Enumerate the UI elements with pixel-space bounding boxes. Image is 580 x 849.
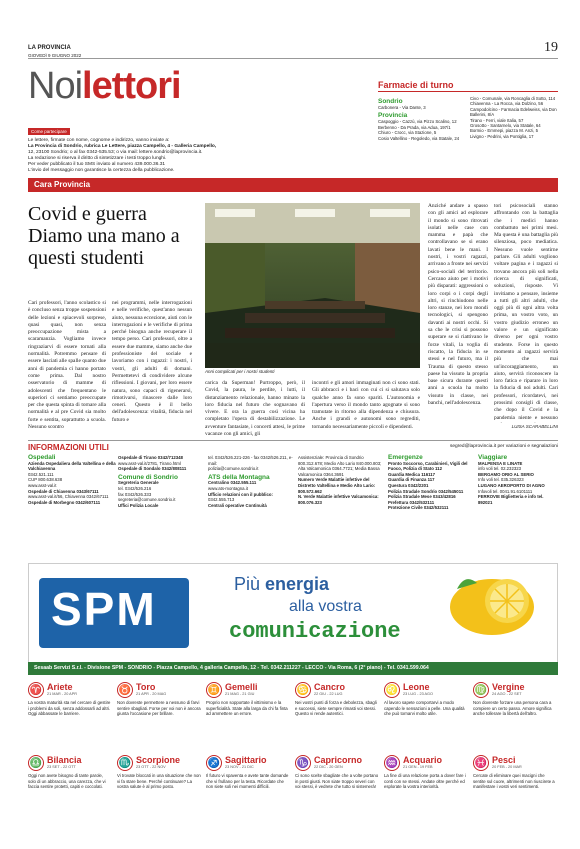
pharmacy-item: Civo - Comunale, via Roncaglia di Sotto, 114: [470, 96, 556, 101]
pharmacies-title: Farmacie di turno: [378, 80, 558, 92]
sign-name: Sagittario: [225, 755, 267, 765]
info-line: Prefettura 0342/532111: [388, 499, 435, 505]
info-line: CUP 800.638.638: [28, 477, 63, 483]
zodiac-icon: ♌: [384, 682, 400, 698]
info-col: [118, 455, 206, 508]
zodiac-icon: ♎: [28, 755, 44, 771]
info-line: Ufficio relazioni con il pubblico:: [208, 491, 273, 497]
sign-text: Cercate di eliminare quei macigni che sentite sul cuore, altrimenti non riuscirete a manifestare i vostri veri sentimenti.: [473, 773, 555, 790]
contact-tag: Come partecipare: [28, 128, 70, 135]
sign-name: Bilancia: [47, 755, 82, 765]
sign-date: 24 AGO - 22 SET: [492, 692, 522, 696]
zodiac-icon: ♉: [117, 682, 133, 698]
info-line: 0342.521.111: [28, 471, 54, 477]
info-rule: [28, 440, 558, 441]
info-col: [208, 455, 296, 508]
sign-name: Toro: [136, 682, 156, 692]
pharmacies-heading: Provincia: [378, 112, 408, 120]
info-line: Info voli tel. 035.326323: [478, 477, 524, 483]
info-line: Polizia Stradale Sondrio 0342/545011: [388, 488, 464, 494]
zodiac-icon: ♐: [206, 755, 222, 771]
info-line: Ospedale di Tirano 0342/712348: [118, 455, 183, 460]
zodiac-icon: ♋: [295, 682, 311, 698]
info-line: Ospedale di Morbegno 0342/607111: [28, 499, 101, 505]
info-line: Infovoli tel. 0041.91.6101111: [478, 488, 533, 494]
sign-name: Ariete: [47, 682, 73, 692]
info-line: www.asst-val.it: [28, 482, 57, 488]
ad-line-3: comunicazione: [229, 619, 401, 644]
info-line: Questura 0342/2201: [388, 482, 429, 488]
horoscope-sign: [295, 682, 379, 717]
info-line: www.ats-montagna.it: [208, 485, 248, 491]
sign-name: Scorpione: [136, 755, 181, 765]
zodiac-icon: ♍: [473, 682, 489, 698]
ad-footer: Sesaab Servizi S.r.l. - Divisione SPM - SONDRIO - Piazza Campello, 4 galleria Campello, 12 - Tel. 0342.211227 - LECCO - Via Roma, 6 (2° piano) - Tel. 0341.599.064: [28, 662, 558, 675]
sign-name: Pesci: [492, 755, 516, 765]
info-heading: Comune di Sondrio: [118, 473, 178, 481]
info-line: segreteria@comune.sondrio.it: [118, 497, 176, 503]
sign-date: 22 DIC - 20 GEN: [314, 765, 343, 769]
article-signature: LUISA SCARABELLINI: [511, 424, 558, 429]
info-line: Numero Verde Malattie infettive del Distretto Valtellina e Medio Alto Lario: 800.572.662: [298, 477, 376, 494]
article-col-6: tori psicosociali stanno affrontando con la battaglia che i medici hanno combattuto nei primi mesi. Ma questa è una battaglia più silenziosa, poco mediatica. Nessuno vuole sentirne parlare. Gli adulti vogliono voltare pagina e i ragazzi si trovano ancora più soli nella ricerca di significati, soluzioni, risposte. Vi invitiamo a pensare, insieme a tutti gli altri adulti, che oggi più di ogni altra volta prima, un vostro voto, un vostro giudizio erroneo un valore e un significato diverso per ogni vostro studente. Forse in questo momento ai ragazzi servirà più che mai un'incoraggiamento, un aiuto, servirà riconoscere la loro fatica e riparare in loro la fiducia di noi adulti. Cari professori, ricordatevi, nei prossimi consigli di classe, che dopo il Covid e la pandemia niente e nessuno: [494, 203, 558, 421]
info-line: Polizia Stradale Mese 0343/42816: [388, 494, 456, 500]
info-line: Segreteria Generale: [118, 480, 159, 486]
sign-text: Non dovreste forzare una persona cara a compiere un certo passo. Amore significa anche tollerare la libertà dell'altro.: [473, 700, 552, 717]
ad-line-1-a: Più: [234, 574, 266, 594]
pharmacy-item: Grosotto - Santarnelo, via Statale, 64: [470, 123, 541, 129]
info-line: Ospedale di Chiavenna 0343/67111: [28, 488, 99, 494]
info-line: info voli tel. 02.232323: [478, 466, 522, 472]
info-col: [298, 455, 386, 505]
info-heading: ATS della Montagna: [208, 473, 270, 481]
page-number: 19: [544, 40, 558, 55]
ad-line-2: alla vostra: [289, 598, 362, 615]
pharmacy-item: Carbonera - Via Dante, 3: [378, 105, 426, 110]
section-label: Cara Provincia: [34, 180, 91, 189]
advertisement[interactable]: [28, 563, 558, 675]
pharmacy-item: Cosio Valtellino - Regoledo, via Statale, 24: [378, 135, 460, 141]
horoscope-sign: [473, 755, 557, 790]
sign-text: La fine di una relazione porta a dover fare i conti con se stessi. Andate oltre perché ed esplorate la vostra interiorità.: [384, 773, 466, 790]
pharmacy-item: Chiavenna - La Rocca, via Dolzino, 56: [470, 101, 544, 107]
sign-text: Oggi non avete bisogno di tante parole, solo di un abbraccio, una carezza, che vi faccia sentire protetti, capiti e coccolati.: [28, 773, 106, 790]
contact-line: La Provincia di Sondrio, rubrica Le Lettere, piazza Campello, 4 - Galleria Campello,: [28, 144, 217, 149]
pharmacy-item: Tirano - Ferri, viale Italia, 57: [470, 117, 524, 123]
article-col-1: Cari professori, l'anno scolastico si è concluso senza troppe sospensioni delle lezioni e spiacevoli sorprese, quasi quasi, non senza preoccupazione mista a scaramanzia. Vogliamo invece ringraziarvi di essere tornati alla normalità. Potremmo pensare di essere lasciati alle spalle quanto due anni di pandemia ci hanno portato come prima. Dal nostro osservatorio di mamme di adolescenti che frequentano le superiori ci sentiamo preoccupate per che questa spinta di tornare alla normalità e al pre Covid sia molto forte e sentita, soprattutto a scuola. Nessuno scontro: [28, 300, 106, 431]
sign-date: 23 NOV - 21 DIC: [225, 765, 254, 769]
info-line: fax 0342/526.333: [118, 491, 152, 497]
sign-date: 20 FEB - 20 MAR: [492, 765, 522, 769]
masthead: [28, 45, 81, 59]
zodiac-icon: ♊: [206, 682, 222, 698]
sign-name: Gemelli: [225, 682, 258, 692]
info-line: MALPENSA E LINATE: [478, 460, 523, 466]
info-title: INFORMAZIONI UTILI: [28, 443, 109, 452]
contact-line: La redazione si riserva il diritto di sintetizzare i testi troppo lunghi.: [28, 156, 167, 161]
zodiac-icon: ♈: [28, 682, 44, 698]
sign-text: Non dovreste permettere a nessuno di farvi sentire sbagliati. Forse per voi non è ancora giunta l'occasione per brillare.: [117, 700, 201, 717]
sign-name: Vergine: [492, 682, 525, 692]
pharmacy-item: Livigno - Pedrini, via Pontiglia, 17: [470, 133, 534, 139]
info-line: FERROVIE Biglietteria e info tel. 892021: [478, 494, 544, 505]
info-line: Ospedale di Sondalo 0342/808111: [118, 466, 187, 472]
pharmacies-col-1: [378, 96, 466, 141]
horoscope-sign: [117, 682, 201, 717]
header-rule: [28, 58, 558, 59]
info-line: Centrali operative Continuità: [208, 502, 267, 508]
info-line: Assistenziale: Provincia di Sondrio 800.312.678; Medio Alto Lario 840.000.803; Alta Valcamonica 0364.7721; Media Bassa Valcamonica 0364.3691: [298, 455, 382, 477]
pharmacy-item: Chiuro - Crocc, via Stazione, 5: [378, 130, 437, 136]
sign-date: 23 LUG - 23 AGO: [403, 692, 433, 696]
lemon-graphic: [447, 569, 537, 639]
sign-date: 21 APR - 20 MAG: [136, 692, 167, 696]
sign-text: Vi trovate bloccati in una situazione che non vi fa stare bene. Perché continuare? La vostra salute è al primo posto.: [117, 773, 201, 790]
sign-text: Proprio non sopportate il vittimismo e la superficialità. State alla larga da chi fa finta ad ammettere un errore.: [206, 700, 288, 717]
article-col-4: incontri e gli amori immaginati non ci sono stati. Gli abbracci e i baci con cui ci si salutava solo qualche anno fa sono spariti. L'autonomia e l'apertura verso il mondo tanto agognate si sono tramutate in ritorno alla dipendenza e chiusura. Anche i grandi e autonomi sono regrediti, tornando necessariamente piccoli e dipendenti.: [312, 380, 420, 430]
sign-name: Cancro: [314, 682, 346, 692]
sign-date: 22 GIU - 22 LUG: [314, 692, 343, 696]
info-line: Uffici Polizia Locale: [118, 502, 159, 508]
info-col: [388, 455, 476, 511]
sign-date: 21 MAG - 21 GIU: [225, 692, 255, 696]
sign-text: Ci sono scelte sbagliate che a volte portano in posti giusti. Non siate troppo severi con voi stessi, è vedrete che tutto si sistemerà!: [295, 773, 379, 790]
info-line: www.asst-val.it/2781, Tirano.html: [118, 460, 181, 466]
contact-line: L'invio del messaggio non garantisce la certezza della pubblicazione.: [28, 168, 175, 173]
pharmacies-box: [378, 80, 558, 141]
newspaper-name: LA PROVINCIA: [28, 45, 71, 51]
zodiac-icon: ♒: [384, 755, 400, 771]
section-title-lettori: lettori: [82, 65, 181, 107]
horoscope-sign: [384, 755, 468, 790]
contact-line: Per veder pubblicato il tuo SMS inviato al numero 439.000.36.31: [28, 162, 166, 167]
sign-name: Capricorno: [314, 755, 363, 765]
horoscope-sign: [295, 755, 379, 790]
sign-date: 21 MAR - 20 APR: [47, 692, 77, 696]
article-col-5: Anziché andare a spasso con gli amici ad esplorare il mondo si sono ritrovati isolati nelle case con mamma e papà che controllavano se si erano lavati bene le mani. I nostri, i vostri ragazzi, arrivano a fronte nei servizi psico-sociali del territorio. Cercano aiuto per i motivi più disparati: aggressioni o loro corpi o i corpi degli altri, si rinchiudono nelle loro stanze, nei loro mondi tecnologici, si spengono davanti ai nostri occhi. Si sa che le crisi si possono superare se si riattivano le forze vitali, la voglia di riscatto, la fiducia in se stessi e nel futuro, ma il Trauma di questo stesso paese ha vissuto la propria base sicura durante questi anni a scuola ha molto vissuto in classe, nei banchi, nell'adolescenza.: [428, 203, 488, 407]
ad-line-1: [234, 574, 329, 595]
article-photo: [205, 203, 420, 368]
info-line: Pronto Soccorso, Carabinieri, Vigili del Fuoco, Polizia di Stato 112: [388, 460, 468, 472]
sign-text: Al lavoro sapete comportarvi a modo capendo le sensazioni a pelle. Una qualità che può tornarvi molto utile.: [384, 700, 465, 717]
pharmacy-item: Berbenno - Da Prada, via Adua, 197/1: [378, 124, 451, 130]
pharmacy-item: Caspoggio - Cazzù, via Pizzo Scalino, 12: [378, 119, 457, 125]
article-col-3: carica da Superman! Purtroppo, però, il Covid, la paura, le perdite, i lutti, il distanziamento relazionale, hanno minato la loro fiducia nel futuro che sognavano di vivere. E ora la guerra così vicina ha completato l'opera di destabilizzazione. Le avventure fantasiate, i concerti attesi, le prime vacanze con gli amici, gli: [205, 380, 305, 438]
sign-text: La vostra maturità sta nel cercare di gestire i problemi da soli, senza addossarli ad altri. Oggi abbassate le barriere.: [28, 700, 111, 717]
info-line: Centralino 0342.555.111: [208, 480, 257, 486]
info-line: Guardia di Finanza 117: [388, 477, 435, 483]
info-col: [478, 455, 558, 505]
ad-brand: SPM: [51, 583, 157, 635]
horoscope-sign: [473, 682, 557, 717]
sign-date: 23 OTT - 22 NOV: [136, 765, 166, 769]
pharmacies-heading: Sondrio: [378, 98, 403, 105]
section-title-noi: Noi: [28, 65, 83, 107]
contact-box: [28, 120, 348, 174]
issue-date: GIOVEDÌ 9 GIUGNO 2022: [28, 53, 82, 58]
info-line: Guardia Medica 116117: [388, 471, 436, 477]
info-line: www.asst-val.it/56, Chiavenna 0342/67111: [28, 494, 109, 500]
section-bar: [28, 178, 558, 192]
sign-date: 21 GEN - 19 FEB: [403, 765, 433, 769]
ad-line-1-b: energia: [265, 574, 330, 594]
contact-line: 12, 23100 Sondrio; o al fax 0342-535.53; o via mail: lettere.sondrio@laprovincia.it.: [28, 150, 203, 155]
info-line: N. Verde Malattie infettive Valcamonica: 800.076.323: [298, 494, 379, 505]
info-line: Protezione Civile 0342/532111: [388, 505, 449, 511]
info-line: 0342.555.713: [208, 497, 235, 503]
horoscope-sign: [384, 682, 468, 717]
section-title: [28, 64, 181, 108]
horoscope-sign: [206, 755, 290, 790]
horoscope-sign: [28, 755, 112, 790]
info-line: polizia@comune.sondrio.it: [208, 466, 259, 472]
pharmacy-item: Campodolcino - Farmacia Edelweiss, via Don Ballerini, 8/A: [470, 106, 557, 118]
photo-caption: Anni complicati per i nostri studenti: [205, 369, 275, 374]
article-col-2: nei programmi, nelle interrogazioni e nelle verifiche, quest'anno nessun aiuto, nessuna eccezione, aiuti con le interrogazioni e le verifiche di prima perché bisogna anche recuperare il tempo perso. Cari professori, oltre a essere due mamme, siamo anche due professioniste del sociale e lavoriamo con i ragazzi: i nostri, i vostri, gli adulti di domani. Permettetevi di condividere alcune riflessioni. I giovani, per loro essere natura, sono capaci di rigenerarsi, rimotivarsi, rinascere dalle loro ceneri. Questo è il bello dell'adolescenza: vitalità, fiducia nel futuro e: [112, 300, 192, 423]
zodiac-icon: ♏: [117, 755, 133, 771]
info-heading: Emergenze: [388, 454, 423, 461]
sign-name: Leone: [403, 682, 430, 692]
sign-name: Acquario: [403, 755, 443, 765]
sign-text: Il futuro vi spaventa e avete tante domande che vi frullano per la testa. Ricordate che non siete soli nei momenti difficili.: [206, 773, 289, 790]
info-heading: Ospedali: [28, 454, 56, 461]
info-line: BERGAMO ORIO AL SERIO: [478, 471, 534, 477]
contact-line: Le lettere, firmate con nome, cognome e indirizzo, vanno inviate a:: [28, 138, 170, 143]
info-line: LUGANO AEROPORTO DI AGNO: [478, 482, 545, 488]
info-col: [28, 455, 116, 505]
pharmacies-col-2: [470, 96, 558, 139]
info-line: tel. 0342/526.216: [118, 485, 152, 491]
info-heading: Viaggiare: [478, 454, 508, 461]
zodiac-icon: ♑: [295, 755, 311, 771]
sign-date: 23 SET - 22 OTT: [47, 765, 76, 769]
horoscope-sign: [28, 682, 112, 717]
zodiac-icon: ♓: [473, 755, 489, 771]
horoscope-sign: [206, 682, 290, 717]
article-headline: Covid e guerra Diamo una mano a questi studenti: [28, 203, 180, 269]
sign-text: Nei vostri punti di forza e debolezza, sbagli e successi, siete sempre rimasti voi stessi. Questo vi rende autentici.: [295, 700, 377, 717]
horoscope-sign: [117, 755, 201, 790]
info-line: Azienda Ospedaliera della Valtellina e della Valchiavenna: [28, 460, 116, 472]
info-line: tel. 0342/526.221-226 - fax 0342/526.211, e-mail:: [208, 455, 293, 466]
pharmacy-item: Bormio - Emmepi, piazza M. Anzi, 5: [470, 128, 539, 134]
info-email: segred@laprovincia.it per variazioni e segnalazioni: [449, 444, 558, 449]
